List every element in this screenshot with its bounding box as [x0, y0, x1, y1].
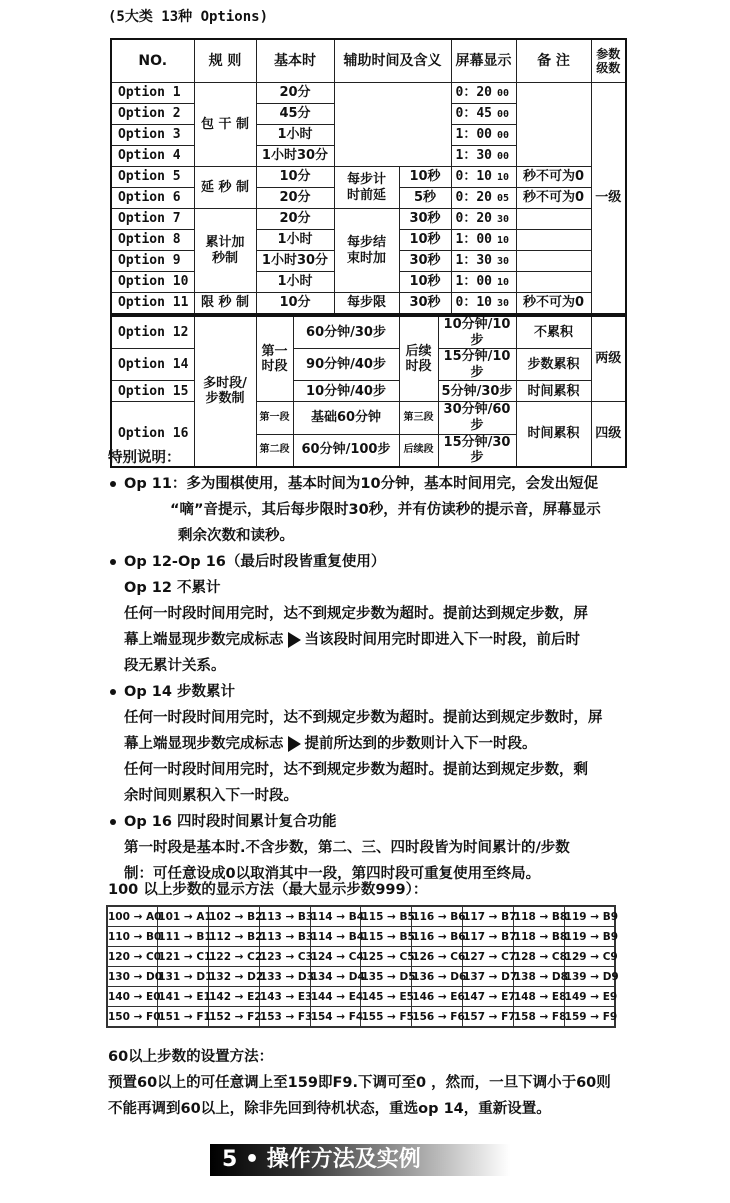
op11-line-1: Op 11：多为围棋使用，基本时间为10分钟，基本时间用完，会发出短促 — [110, 471, 598, 497]
hex-cell: 114 → B4 — [310, 906, 361, 927]
display-main: 0：20 — [455, 85, 492, 101]
base-time: 20分 — [256, 83, 334, 104]
hex-cell: 125 → C5 — [361, 947, 412, 967]
hex-cell: 122 → C2 — [209, 947, 260, 967]
setup-line-1: 预置60以上的可任意调上至159即F9.下调可至0 ，然而，一旦下调小于60则 — [108, 1075, 611, 1091]
note-cell: 秒不可为0 — [516, 167, 591, 188]
aux-time: 10秒 — [399, 167, 451, 188]
hex-cell: 157 → F7 — [463, 1007, 514, 1028]
aux-time: 5秒 — [399, 188, 451, 209]
hex-cell: 136 → D6 — [412, 967, 463, 987]
note-cell: 不累积 — [516, 316, 591, 349]
display-main: 1：00 — [455, 232, 492, 248]
op14-line-4: 余时间则累积入下一时段。 — [124, 788, 298, 804]
first-period: 60分钟/30步 — [293, 316, 399, 349]
hex-cell: 131 → D1 — [158, 967, 209, 987]
display-main: 1：30 — [455, 253, 492, 269]
hex-title: 100 以上步数的显示方法（最大显示步数999）： — [108, 882, 428, 898]
hex-cell: 117 → B7 — [463, 906, 514, 927]
option-no: Option 8 — [111, 230, 194, 251]
option-no: Option 7 — [111, 209, 194, 230]
display-seconds: 00 — [496, 88, 510, 100]
hex-cell: 113 → B3 — [259, 906, 310, 927]
option-no: Option 15 — [111, 381, 194, 402]
first-period-label: 第一 时段 — [256, 316, 293, 402]
base-time: 1小时 — [256, 230, 334, 251]
option-no: Option 11 — [111, 293, 194, 315]
option-no: Option 16 — [111, 402, 194, 467]
display-seconds: 30 — [496, 256, 510, 268]
hex-row — [107, 927, 615, 947]
multi-period-table — [110, 315, 627, 468]
segment-value: 60分钟/100步 — [293, 434, 399, 467]
aux-time: 30秒 — [399, 251, 451, 272]
display-main: 1：00 — [455, 127, 492, 143]
display-seconds: 30 — [496, 298, 510, 310]
display-seconds: 05 — [496, 193, 510, 205]
screen-display — [451, 230, 516, 251]
hex-cell: 154 → F4 — [310, 1007, 361, 1028]
hex-cell: 156 → F6 — [412, 1007, 463, 1028]
hex-cell: 151 → F1 — [158, 1007, 209, 1028]
hex-cell: 141 → E1 — [158, 987, 209, 1007]
hex-cell: 140 → E0 — [107, 987, 158, 1007]
display-seconds: 10 — [496, 235, 510, 247]
hex-cell: 143 → E3 — [259, 987, 310, 1007]
display-seconds: 00 — [496, 130, 510, 142]
note-cell: 秒不可为0 — [516, 293, 591, 315]
option-no: Option 14 — [111, 349, 194, 381]
base-time: 20分 — [256, 209, 334, 230]
level-cell: 两级 — [591, 316, 626, 402]
next-period: 10分钟/10步 — [438, 316, 516, 349]
hex-cell: 114 → B4 — [310, 927, 361, 947]
hex-cell: 126 → C6 — [412, 947, 463, 967]
table-row — [111, 83, 626, 104]
hex-cell: 152 → F2 — [209, 1007, 260, 1028]
hex-cell: 128 → C8 — [513, 947, 564, 967]
hex-cell: 102 → B2 — [209, 906, 260, 927]
table-row — [111, 167, 626, 188]
hex-cell: 150 → F0 — [107, 1007, 158, 1028]
aux-time: 30秒 — [399, 209, 451, 230]
segment-label: 第二段 — [256, 434, 293, 467]
op14-title: Op 14 步数累计 — [110, 679, 235, 705]
screen-display — [451, 209, 516, 230]
notes-title: 特别说明： — [108, 450, 181, 466]
op12-line-2b: 当该段时间用完时即进入下一时段，前后时 — [304, 632, 580, 648]
base-time: 45分 — [256, 104, 334, 125]
hex-cell: 147 → E7 — [463, 987, 514, 1007]
hex-cell: 101 → A1 — [158, 906, 209, 927]
step-complete-triangle-icon — [288, 632, 301, 648]
base-time: 1小时 — [256, 125, 334, 146]
table-row — [111, 209, 626, 230]
option-no: Option 2 — [111, 104, 194, 125]
segment-label: 第一段 — [256, 402, 293, 434]
option-no: Option 5 — [111, 167, 194, 188]
hex-cell: 115 → B5 — [361, 906, 412, 927]
base-time: 20分 — [256, 188, 334, 209]
hex-cell: 139 → D9 — [564, 967, 615, 987]
hex-row — [107, 987, 615, 1007]
hex-row — [107, 967, 615, 987]
hex-cell: 110 → B0 — [107, 927, 158, 947]
display-main: 1：00 — [455, 274, 492, 290]
hex-cell: 133 → D3 — [259, 967, 310, 987]
note-cell — [516, 209, 591, 230]
base-time: 1小时30分 — [256, 251, 334, 272]
op14-line-2a: 幕上端显现步数完成标志 — [124, 736, 284, 752]
op12-title: Op 12 不累计 — [124, 580, 221, 596]
aux-time: 10秒 — [399, 230, 451, 251]
hex-cell: 118 → B8 — [513, 927, 564, 947]
op11-line-2: “嘀”音提示，其后每步限时30秒，并有仿读秒的提示音，屏幕显示 — [170, 502, 601, 518]
segment-value: 基础60分钟 — [293, 402, 399, 434]
note-cell: 秒不可为0 — [516, 188, 591, 209]
step-complete-triangle-icon — [288, 736, 301, 752]
note-cell: 时间累积 — [516, 381, 591, 402]
op14-line-2 — [124, 731, 537, 757]
note-cell — [516, 230, 591, 251]
table-row — [111, 402, 626, 434]
hex-cell: 116 → B6 — [412, 927, 463, 947]
screen-display — [451, 83, 516, 104]
option-no: Option 9 — [111, 251, 194, 272]
option-no: Option 4 — [111, 146, 194, 167]
display-seconds: 30 — [496, 214, 510, 226]
hex-cell: 135 → D5 — [361, 967, 412, 987]
aux-time: 10秒 — [399, 272, 451, 293]
op16-line-1: 第一时段是基本时.不含步数，第二、三、四时段皆为时间累计的/步数 — [124, 840, 570, 856]
op16-line-2: 制：可任意设成0以取消其中一段，第四时段可重复使用至终局。 — [124, 866, 541, 882]
display-main: 0：45 — [455, 106, 492, 122]
section-banner: 5 • 操作方法及实例 — [210, 1144, 510, 1176]
op12-line-3: 段无累计关系。 — [124, 658, 226, 674]
hex-cell: 100 → A0 — [107, 906, 158, 927]
hex-cell: 137 → D7 — [463, 967, 514, 987]
hex-cell: 115 → B5 — [361, 927, 412, 947]
next-period: 15分钟/10步 — [438, 349, 516, 381]
screen-display — [451, 146, 516, 167]
screen-display — [451, 188, 516, 209]
aux-meaning: 每步计 时前延 — [334, 167, 399, 209]
hex-cell: 149 → E9 — [564, 987, 615, 1007]
first-period: 90分钟/40步 — [293, 349, 399, 381]
hex-cell: 120 → C0 — [107, 947, 158, 967]
display-main: 1：30 — [455, 148, 492, 164]
display-seconds: 10 — [496, 172, 510, 184]
op12-16-heading: Op 12-Op 16（最后时段皆重复使用） — [110, 549, 385, 575]
base-time: 10分 — [256, 167, 334, 188]
aux-empty — [334, 83, 451, 167]
table-row — [111, 381, 626, 402]
note-cell — [516, 83, 591, 167]
display-seconds: 10 — [496, 277, 510, 289]
hex-cell: 132 → D2 — [209, 967, 260, 987]
note-cell — [516, 272, 591, 293]
op14-line-2b: 提前所达到的步数则计入下一时段。 — [304, 736, 537, 752]
next-period-label: 后续 时段 — [399, 316, 438, 402]
hex-cell: 119 → B9 — [564, 927, 615, 947]
header-rule: 规 则 — [194, 39, 256, 83]
header-base-time: 基本时 — [256, 39, 334, 83]
screen-display — [451, 104, 516, 125]
screen-display — [451, 251, 516, 272]
hex-cell: 134 → D4 — [310, 967, 361, 987]
op12-line-2 — [124, 627, 580, 653]
option-no: Option 1 — [111, 83, 194, 104]
hex-cell: 113 → B3 — [259, 927, 310, 947]
hex-cell: 116 → B6 — [412, 906, 463, 927]
hex-cell: 138 → D8 — [513, 967, 564, 987]
table-row — [111, 349, 626, 381]
option-no: Option 12 — [111, 316, 194, 349]
op14-line-1: 任何一时段时间用完时，达不到规定步数为超时。提前达到规定步数时，屏 — [124, 710, 603, 726]
aux-time: 30秒 — [399, 293, 451, 315]
hex-cell: 148 → E8 — [513, 987, 564, 1007]
step-display-table — [106, 905, 619, 1028]
aux-meaning: 每步限 — [334, 293, 399, 315]
screen-display — [451, 272, 516, 293]
op16-title: Op 16 四时段时间累计复合功能 — [110, 809, 336, 835]
table-row — [111, 316, 626, 349]
rule-cell: 延 秒 制 — [194, 167, 256, 209]
level-cell: 一级 — [591, 83, 626, 315]
hex-cell: 112 → B2 — [209, 927, 260, 947]
note-cell: 时间累积 — [516, 402, 591, 467]
screen-display — [451, 125, 516, 146]
display-main: 0：20 — [455, 211, 492, 227]
rule-cell: 累计加 秒制 — [194, 209, 256, 293]
hex-cell: 130 → D0 — [107, 967, 158, 987]
hex-cell: 124 → C4 — [310, 947, 361, 967]
option-no: Option 3 — [111, 125, 194, 146]
option-no: Option 6 — [111, 188, 194, 209]
op14-line-3: 任何一时段时间用完时，达不到规定步数为超时。提前达到规定步数，剩 — [124, 762, 588, 778]
hex-cell: 144 → E4 — [310, 987, 361, 1007]
aux-meaning: 每步结 束时加 — [334, 209, 399, 293]
rule-cell: 包 干 制 — [194, 83, 256, 167]
hex-row — [107, 947, 615, 967]
next-period: 5分钟/30步 — [438, 381, 516, 402]
header-no: NO. — [111, 39, 194, 83]
segment-value: 30分钟/60步 — [438, 402, 516, 434]
setup-title: 60以上步数的设置方法： — [108, 1049, 274, 1065]
hex-cell: 117 → B7 — [463, 927, 514, 947]
base-time: 1小时 — [256, 272, 334, 293]
hex-cell: 123 → C3 — [259, 947, 310, 967]
header-aux-time: 辅助时间及含义 — [334, 39, 451, 83]
setup-line-2: 不能再调到60以上，除非先回到待机状态，重选op 14，重新设置。 — [108, 1101, 551, 1117]
hex-cell: 155 → F5 — [361, 1007, 412, 1028]
segment-label: 第三段 — [399, 402, 438, 434]
op11-line-3: 剩余次数和读秒。 — [178, 528, 294, 544]
display-main: 0：20 — [455, 190, 492, 206]
hex-cell: 158 → F8 — [513, 1007, 564, 1028]
hex-cell: 146 → E6 — [412, 987, 463, 1007]
op12-line-1: 任何一时段时间用完时，达不到规定步数为超时。提前达到规定步数，屏 — [124, 606, 588, 622]
hex-cell: 145 → E5 — [361, 987, 412, 1007]
first-period: 10分钟/40步 — [293, 381, 399, 402]
header-level: 参数 级数 — [591, 39, 626, 83]
hex-cell: 142 → E2 — [209, 987, 260, 1007]
rule-cell: 限 秒 制 — [194, 293, 256, 315]
header-row — [111, 39, 626, 83]
hex-row — [107, 1007, 615, 1028]
hex-cell: 129 → C9 — [564, 947, 615, 967]
note-cell — [516, 251, 591, 272]
display-seconds: 00 — [496, 151, 510, 163]
screen-display — [451, 293, 516, 315]
hex-row — [107, 906, 615, 927]
table-row — [111, 293, 626, 315]
hex-cell: 127 → C7 — [463, 947, 514, 967]
screen-display — [451, 167, 516, 188]
table-caption: (5大类 13种 Options) — [108, 9, 269, 25]
rule-cell: 多时段/ 步数制 — [194, 316, 256, 467]
base-time: 10分 — [256, 293, 334, 315]
hex-cell: 153 → F3 — [259, 1007, 310, 1028]
segment-label: 后续段 — [399, 434, 438, 467]
header-display: 屏幕显示 — [451, 39, 516, 83]
display-seconds: 00 — [496, 109, 510, 121]
display-main: 0：10 — [455, 295, 492, 311]
hex-cell: 159 → F9 — [564, 1007, 615, 1028]
level-cell: 四级 — [591, 402, 626, 467]
base-time: 1小时30分 — [256, 146, 334, 167]
option-no: Option 10 — [111, 272, 194, 293]
hex-cell: 121 → C1 — [158, 947, 209, 967]
hex-cell: 118 → B8 — [513, 906, 564, 927]
display-main: 0：10 — [455, 169, 492, 185]
note-cell: 步数累积 — [516, 349, 591, 381]
hex-cell: 119 → B9 — [564, 906, 615, 927]
segment-value: 15分钟/30步 — [438, 434, 516, 467]
header-note: 备 注 — [516, 39, 591, 83]
op12-line-2a: 幕上端显现步数完成标志 — [124, 632, 284, 648]
options-table — [110, 38, 627, 315]
hex-cell: 111 → B1 — [158, 927, 209, 947]
